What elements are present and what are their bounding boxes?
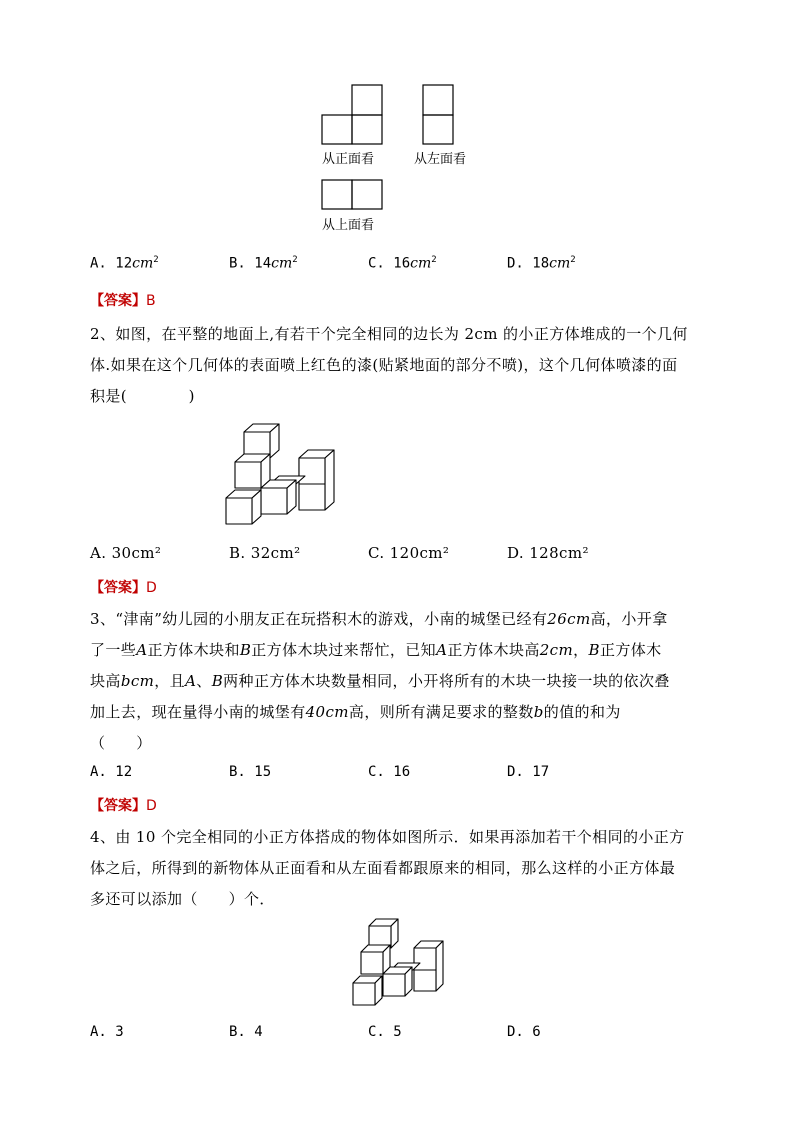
q4-line-2: 体之后，所得到的新物体从正面看和从左面看都跟原来的相同，那么这样的小正方体最 bbox=[90, 859, 676, 877]
q3-option-a: A. 12 bbox=[90, 764, 133, 780]
q2-option-d: D. 128cm² bbox=[507, 544, 589, 562]
q3-line-5: （ ） bbox=[90, 734, 152, 752]
q4-option-d: D. 6 bbox=[507, 1024, 541, 1040]
top-view-caption: 从上面看 bbox=[322, 218, 375, 233]
q4-option-a: A. 3 bbox=[90, 1024, 124, 1040]
q3-line-2: 了一些A正方体木块和B正方体木块过来帮忙，已知A正方体木块高2cm，B正方体木 bbox=[90, 641, 662, 659]
left-view-caption: 从左面看 bbox=[414, 152, 467, 167]
q4-line-3: 多还可以添加（ ）个． bbox=[90, 890, 275, 908]
q3-line-3: 块高bcm，且A、B两种正方体木块数量相同，小开将所有的木块一块接一块的依次叠 bbox=[90, 672, 670, 690]
q2-option-c: C. 120cm² bbox=[368, 544, 450, 562]
q3-option-b: B. 15 bbox=[229, 764, 272, 780]
q4-cube-figure bbox=[350, 916, 446, 1008]
top-view-figure bbox=[320, 178, 384, 212]
front-view-figure bbox=[320, 84, 384, 146]
q1-answer: 【答案】B bbox=[90, 293, 156, 309]
q4-line-1: 4、由 10 个完全相同的小正方体搭成的物体如图所示．如果再添加若干个相同的小正方 bbox=[90, 828, 685, 846]
q4-option-c: C. 5 bbox=[368, 1024, 402, 1040]
q2-line-2: 体.如果在这个几何体的表面喷上红色的漆(贴紧地面的部分不喷)，这个几何体喷漆的面 bbox=[90, 356, 678, 374]
q2-option-a: A. 30cm² bbox=[90, 544, 162, 562]
q2-line-3: 积是( ) bbox=[90, 387, 195, 405]
q3-answer: 【答案】D bbox=[90, 798, 157, 814]
q1-option-a: A. $12cm^2$ bbox=[90, 255, 159, 272]
q3-line-4: 加上去，现在量得小南的城堡有40cm高，则所有满足要求的整数b的值的和为 bbox=[90, 703, 621, 721]
q1-option-b: B. $14cm^2$ bbox=[229, 255, 298, 272]
q1-option-c: C. $16cm^2$ bbox=[368, 255, 437, 272]
q3-line-1: 3、“津南”幼儿园的小朋友正在玩搭积木的游戏，小南的城堡已经有26cm高，小开拿 bbox=[90, 610, 668, 628]
q4-option-b: B. 4 bbox=[229, 1024, 263, 1040]
q1-option-d: D. $18cm^2$ bbox=[507, 255, 576, 272]
q2-option-b: B. 32cm² bbox=[229, 544, 301, 562]
q3-option-c: C. 16 bbox=[368, 764, 411, 780]
left-view-figure bbox=[420, 84, 456, 146]
q2-line-1: 2、如图，在平整的地面上,有若干个完全相同的边长为 2cm 的小正方体堆成的一个几何 bbox=[90, 325, 688, 343]
front-view-caption: 从正面看 bbox=[322, 152, 375, 167]
q2-answer: 【答案】D bbox=[90, 580, 157, 596]
q3-option-d: D. 17 bbox=[507, 764, 550, 780]
q2-cube-figure bbox=[222, 420, 336, 530]
